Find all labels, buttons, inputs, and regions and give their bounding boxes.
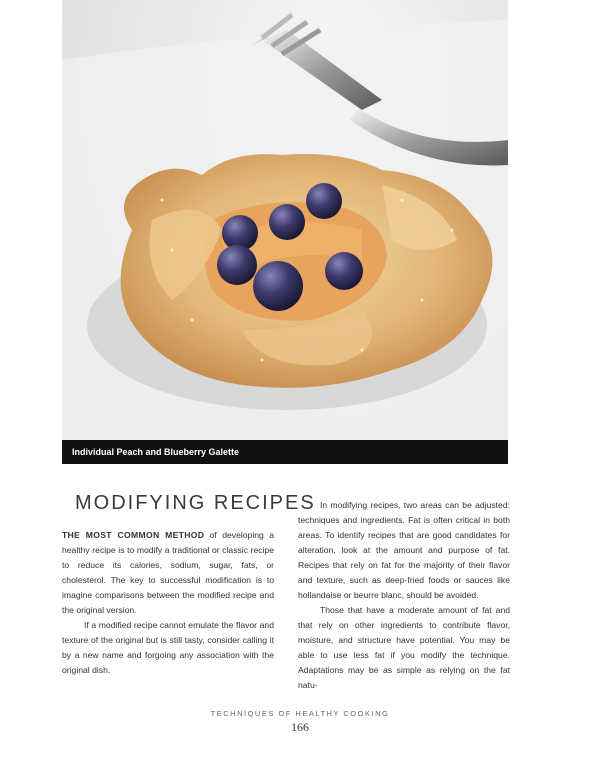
galette-photo — [62, 0, 508, 440]
lead-in: THE MOST COMMON METHOD — [62, 530, 205, 540]
galette-illustration — [62, 0, 508, 440]
photo-caption: Individual Peach and Blueberry Galette — [62, 440, 508, 464]
right-paragraph-1: In modifying recipes, two areas can be adjusted: techniques and ingredients. Fat is often critical in both areas. To identify recipes that are good candidates for alteration, look at the amount and purpose of fat. Recipes that rely on fat for the majority of their flavor and texture, such as deep-fried foods or sauces like hollandaise or beurre blanc, should be avoided. — [298, 500, 510, 600]
left-paragraph-2: If a modified recipe cannot emulate the flavor and texture of the original but is still tasty, consider calling it by a new name and forgoing any association with the original dish. — [62, 620, 274, 675]
left-paragraph-1 — [62, 528, 274, 618]
running-footer: TECHNIQUES OF HEALTHY COOKING — [210, 709, 390, 718]
section-title: MODIFYING RECIPES — [75, 492, 316, 514]
left-paragraph-1-text: of developing a healthy recipe is to modify a traditional or classic recipe to reduce its calories, sodium, sugar, fats, or cholesterol. The key to successful modification is to imagine comparisons between the modified recipe and the original version. — [62, 530, 274, 615]
page-number: 166 — [291, 720, 309, 734]
right-column — [298, 498, 510, 693]
left-column — [62, 528, 274, 678]
right-paragraph-2: Those that have a moderate amount of fat and that rely on other ingredients to contribute flavor, moisture, and structure have potential. You may be able to use less fat if you modify the technique. Adaptations may be as simple as relying on the fat natu- — [298, 605, 510, 690]
